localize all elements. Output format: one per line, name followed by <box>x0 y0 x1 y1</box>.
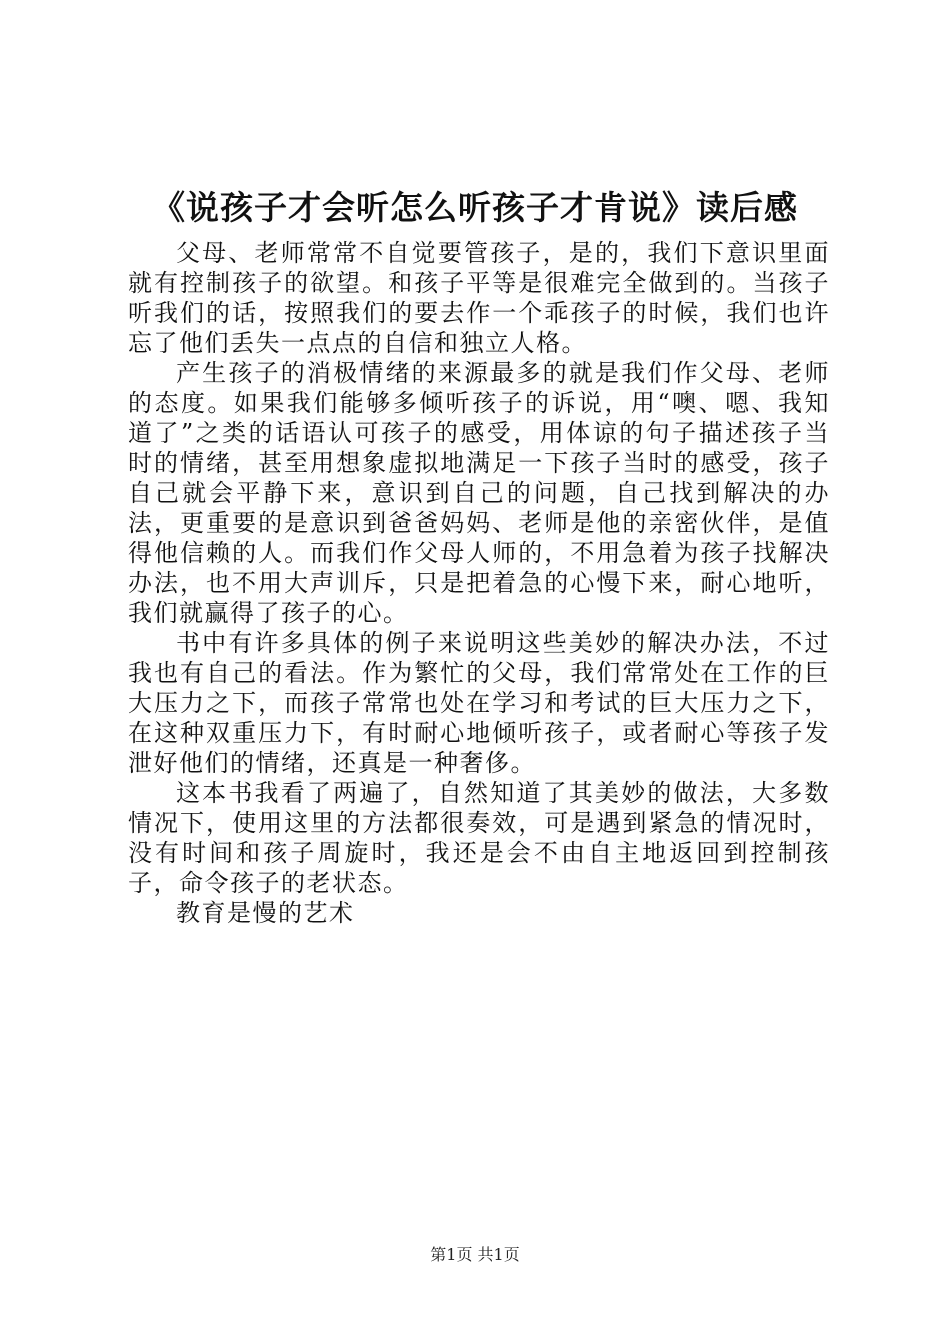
paragraph-4: 这本书我看了两遍了，自然知道了其美妙的做法，大多数情况下，使用这里的方法都很奏效，可是遇到紧急的情况时，没有时间和孩子周旋时，我还是会不由自主地返回到控制孩子，命令孩子的老状态。 <box>128 779 830 897</box>
paragraph-1: 父母、老师常常不自觉要管孩子，是的，我们下意识里面就有控制孩子的欲望。和孩子平等是很难完全做到的。当孩子听我们的话，按照我们的要去作一个乖孩子的时候，我们也许忘了他们丢失一点点的自信和独立人格。 <box>128 239 830 357</box>
document-body <box>128 238 830 928</box>
document-title: 《说孩子才会听怎么听孩子才肯说》读后感 <box>152 188 798 227</box>
paragraph-5: 教育是慢的艺术 <box>176 899 355 927</box>
paragraph-3: 书中有许多具体的例子来说明这些美妙的解决办法，不过我也有自己的看法。作为繁忙的父母，我们常常处在工作的巨大压力之下，而孩子常常也处在学习和考试的巨大压力之下，在这种双重压力下，有时耐心地倾听孩子，或者耐心等孩子发泄好他们的情绪，还真是一种奢侈。 <box>128 629 830 777</box>
page-number-footer: 第1页 共1页 <box>430 1245 520 1264</box>
paragraph-2: 产生孩子的消极情绪的来源最多的就是我们作父母、老师的态度。如果我们能够多倾听孩子的诉说，用“噢、嗯、我知道了”之类的话语认可孩子的感受，用体谅的句子描述孩子当时的情绪，甚至用想象虚拟地满足一下孩子当时的感受，孩子自己就会平静下来，意识到自己的问题，自己找到解决的办法，更重要的是意识到爸爸妈妈、老师是他的亲密伙伴，是值得他信赖的人。而我们作父母人师的，不用急着为孩子找解决办法，也不用大声训斥，只是把着急的心慢下来，耐心地听，我们就赢得了孩子的心。 <box>128 359 830 627</box>
